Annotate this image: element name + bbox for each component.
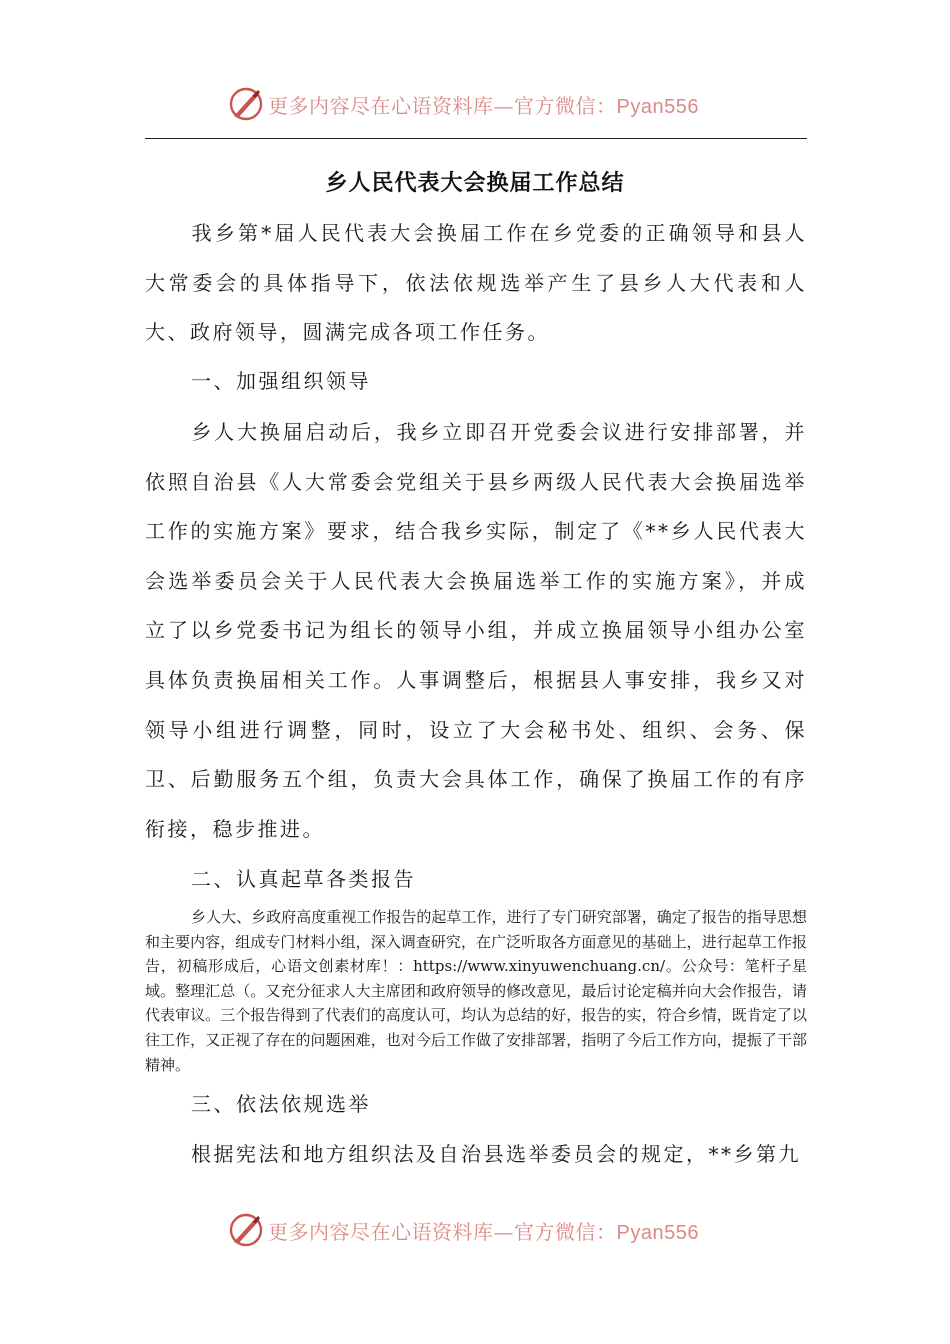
section2-paragraph	[145, 905, 807, 1077]
header-rule	[145, 138, 807, 139]
watermark-handle: Pyan556	[616, 95, 699, 118]
footer-watermark	[228, 1210, 748, 1250]
section1-heading: 一、加强组织领导	[191, 369, 371, 393]
section1-text: 乡人大换届启动后，我乡立即召开党委会议进行安排部署，并依照自治县《人大常委会党组关于县乡两级人民代表大会换届选举工作的实施方案》要求，结合我乡实际，制定了《**乡人民代表大会选举委员会关于人民代表大会换届选举工作的实施方案》，并成立了以乡党委书记为组长的领导小组，并成立换届领导小组办公室具体负责换届相关工作。人事调整后，根据县人事安排，我乡又对领导小组进行调整，同时，设立了大会秘书处、组织、会务、保卫、后勤服务五个组，负责大会具体工作，确保了换届工作的有序衔接，稳步推进。	[145, 420, 807, 841]
intro-paragraph	[145, 209, 807, 358]
pen-logo-icon	[228, 1212, 264, 1248]
header-watermark	[228, 84, 748, 124]
document-title: 乡人民代表大会换届工作总结	[325, 171, 625, 196]
watermark-handle: Pyan556	[616, 1221, 699, 1244]
watermark-text	[268, 90, 699, 119]
section3-heading: 三、依法依规选举	[191, 1092, 371, 1116]
watermark-label: 更多内容尽在心语资料库—官方微信：	[268, 1219, 617, 1244]
intro-text: 我乡第*届人民代表大会换届工作在乡党委的正确领导和县人大常委会的具体指导下，依法依规选举产生了县乡人大代表和人大、政府领导，圆满完成各项工作任务。	[145, 221, 807, 345]
pen-logo-icon	[228, 86, 264, 122]
section2-text: 乡人大、乡政府高度重视工作报告的起草工作，进行了专门研究部署，确定了报告的指导思想和主要内容，组成专门材料小组，深入调查研究，在广泛听取各方面意见的基础上，进行起草工作报告，初稿形成后，心语文创素材库！：https://www.xinyuwenchuang.cn/。公众号：笔杆子星域。整理汇总（。又充分征求人大主席团和政府领导的修改意见，最后讨论定稿并向大会作报告，请代表审议。三个报告得到了代表们的高度认可，均认为总结的好，报告的实，符合乡情，既肯定了以往工作，又正视了存在的问题困难，也对今后工作做了安排部署，指明了今后工作方向，提振了干部精神。	[145, 908, 807, 1074]
section3-paragraph	[145, 1130, 807, 1180]
watermark-label: 更多内容尽在心语资料库—官方微信：	[268, 93, 617, 118]
section3-text: 根据宪法和地方组织法及自治县选举委员会的规定，**乡第九	[191, 1142, 801, 1166]
section1-paragraph	[145, 408, 807, 854]
section2-heading: 二、认真起草各类报告	[191, 867, 416, 891]
watermark-text	[268, 1216, 699, 1245]
